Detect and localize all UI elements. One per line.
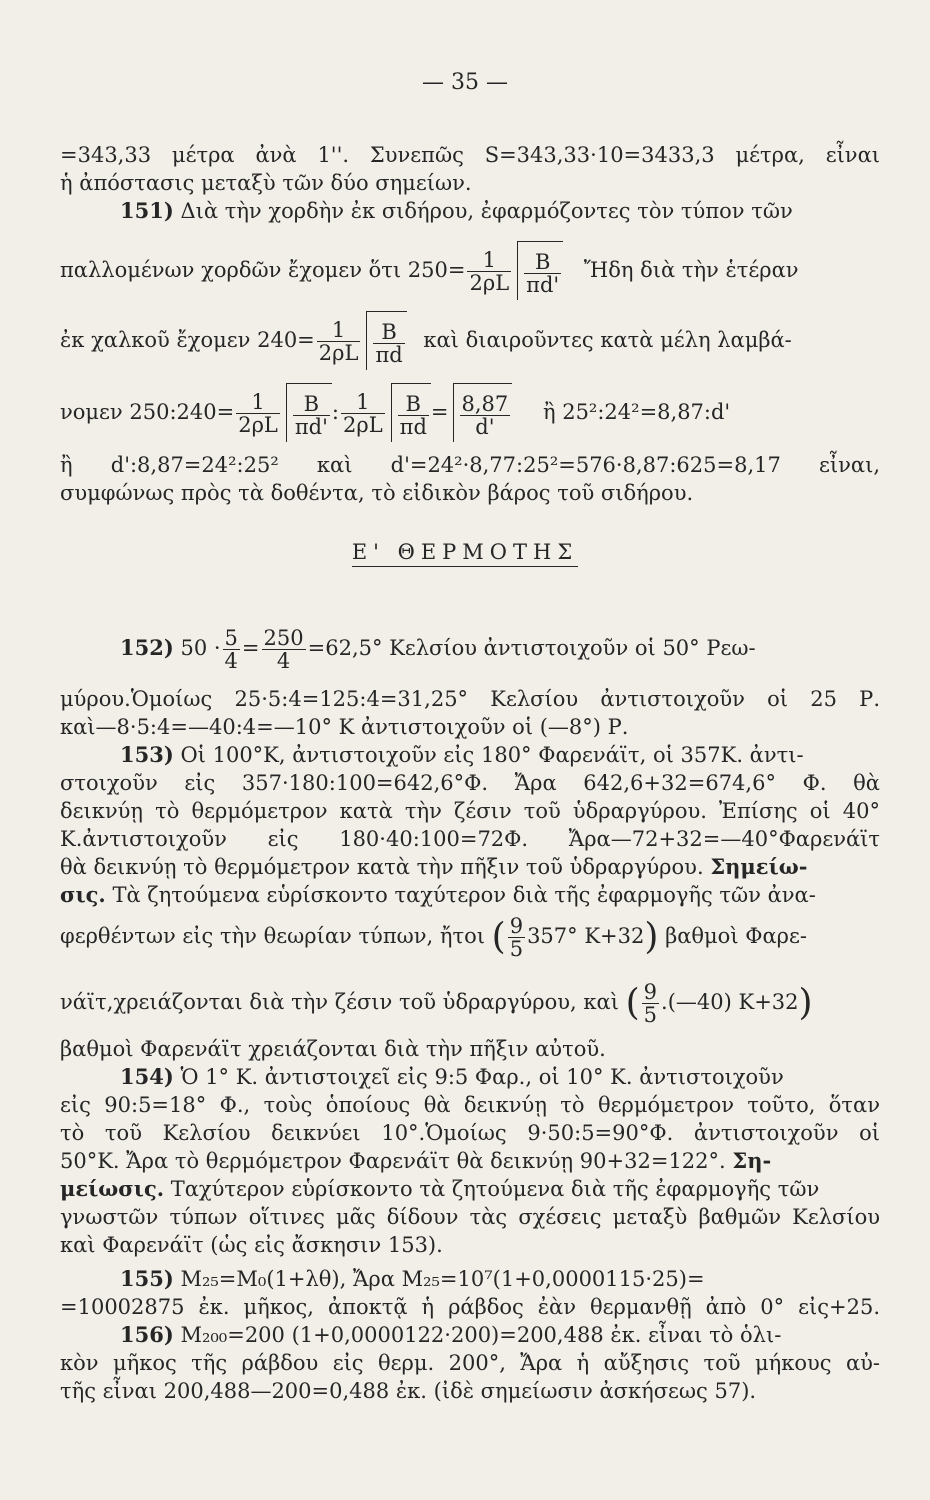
fraction bbox=[341, 391, 385, 436]
text-span: M₂₅=M₀(1+λθ), Ἄρα M₂₅=10⁷(1+0,0000115·25)= bbox=[180, 1267, 705, 1291]
text-span: νάϊτ,χρειάζονται διὰ τὴν ζέσιν τοῦ ὑδραργύρου, καὶ bbox=[60, 990, 619, 1014]
numerator: 1 bbox=[236, 391, 280, 414]
page-number: — 35 — bbox=[422, 70, 508, 95]
numerator: 1 bbox=[341, 391, 385, 414]
fraction bbox=[460, 393, 511, 438]
text-line: καὶ Φαρενάϊτ (ὡς εἰς ἄσκησιν 153). bbox=[60, 1233, 443, 1257]
exercise-152-line: 152) 50 · $\frac{5}{4}$ = $\frac{250}{4}$ =62,5° Κελσίου ἀντιστοιχοῦν οἱ 50° Ρεω- bbox=[120, 626, 756, 673]
fraction bbox=[642, 981, 659, 1026]
text-span: .(—40) K+32 bbox=[661, 990, 799, 1014]
text-span: φερθέντων εἰς τὴν θεωρίαν τύπων, ἤτοι bbox=[60, 924, 485, 948]
paren-open: ( bbox=[491, 916, 506, 958]
text-span: 50 · bbox=[180, 636, 221, 660]
fraction bbox=[508, 915, 525, 960]
fraction bbox=[317, 319, 361, 364]
fraction bbox=[398, 393, 429, 438]
exercise-number: 152) bbox=[120, 635, 174, 660]
text-span: Ἤδη διὰ τὴν ἑτέραν bbox=[583, 258, 799, 282]
text-span: Ὁ 1° Κ. ἀντιστοιχεῖ εἰς 9:5 Φαρ., οἱ 10° Κ. ἀντιστοιχοῦν bbox=[180, 1065, 784, 1089]
text-span: Διὰ τὴν χορδὴν ἐκ σιδήρου, ἐφαρμόζοντες τὸν τύπον τῶν bbox=[180, 199, 793, 223]
text-span: καὶ διαιροῦντες κατὰ μέλη λαμβά- bbox=[423, 328, 792, 352]
denominator: πd' bbox=[294, 415, 328, 439]
text-line: τὸ τοῦ Κελσίου δεικνύει 10°.Ὁμοίως 9·50:5=90°Φ. ἀντιστοιχοῦν οἱ bbox=[60, 1121, 880, 1145]
text-line: βαθμοὶ Φαρενάϊτ χρειάζονται διὰ τὴν πῆξιν αὐτοῦ. bbox=[60, 1037, 606, 1061]
text-line bbox=[60, 1146, 880, 1176]
text-line: καὶ—8·5:4=—40:4=—10° Κ ἀντιστοιχοῦν οἱ (—8°) Ρ. bbox=[60, 715, 629, 739]
numerator: 1 bbox=[317, 319, 361, 342]
denominator: 5 bbox=[509, 937, 524, 961]
denominator: 2ρL bbox=[342, 413, 383, 437]
fraction bbox=[467, 249, 511, 294]
text-line: ἢ d':8,87=24²:25² καὶ d'=24²·8,77:25²=576·8,87:625=8,17 εἶναι, bbox=[60, 453, 880, 477]
text-span: νομεν 250:240= bbox=[60, 400, 235, 424]
fraction bbox=[524, 251, 561, 296]
exercise-number: 154) bbox=[120, 1064, 174, 1089]
exercise-153-line bbox=[120, 740, 880, 770]
square-root bbox=[391, 383, 431, 442]
text-span: 50°Κ. Ἄρα τὸ θερμόμετρον Φαρενάϊτ θὰ δεικνύῃ 90+32=122°. bbox=[60, 1149, 726, 1173]
text-line: εἰς 90:5=18° Φ., τοὺς ὁποίους θὰ δεικνύῃ τὸ θερμόμετρον τοῦτο, ὅταν bbox=[60, 1093, 880, 1117]
denominator: d' bbox=[475, 415, 495, 439]
note-label: Σημείω- bbox=[710, 854, 808, 879]
text-span: Τὰ ζητούμενα εὑρίσκοντο ταχύτερον διὰ τῆς ἐφαρμογῆς τῶν ἀνα- bbox=[112, 883, 816, 907]
fraction bbox=[223, 627, 240, 672]
fraction bbox=[262, 627, 306, 672]
numerator: B bbox=[373, 321, 404, 344]
denominator: 4 bbox=[224, 649, 238, 673]
note-label: Ση- bbox=[732, 1148, 772, 1173]
text-line: μύρου.Ὁμοίως 25·5:4=125:4=31,25° Κελσίου ἀντιστοιχοῦν οἱ 25 Ρ. bbox=[60, 687, 880, 711]
exercise-number: 155) bbox=[120, 1266, 174, 1291]
denominator: 4 bbox=[276, 649, 291, 673]
formula-line: νομεν 250:240= $\frac{1}{2\rho L}$ $\frac{B}{\pi d'}$ : $\frac{1}{2\rho L}$ $\frac{B}{\pi d}$ = $\frac{8,87}{d'}$ ἢ 25²:24²=8,87:d' bbox=[60, 382, 880, 442]
text-line: τῆς εἶναι 200,488—200=0,488 ἐκ. (ἰδὲ σημείωσιν ἀσκήσεως 57). bbox=[60, 1379, 757, 1403]
text-span: ἐκ χαλκοῦ ἔχομεν 240= bbox=[60, 328, 315, 352]
square-root bbox=[366, 311, 406, 370]
text-span: 357° K+32 bbox=[527, 924, 645, 948]
text-span: ἢ 25²:24²=8,87:d' bbox=[542, 400, 731, 424]
denominator: 5 bbox=[643, 1003, 658, 1027]
text-line: γνωστῶν τύπων οἵτινες μᾶς δίδουν τὰς σχέσεις μεταξὺ βαθμῶν Κελσίου bbox=[60, 1205, 880, 1229]
text-span: Οἱ 100°Κ, ἀντιστοιχοῦν εἰς 180° Φαρενάϊτ, οἱ 357Κ. ἀντι- bbox=[180, 743, 804, 767]
exercise-151-line bbox=[120, 196, 880, 226]
formula-line bbox=[60, 972, 880, 1032]
text-span: βαθμοὶ Φαρε- bbox=[665, 924, 807, 948]
numerator: 5 bbox=[224, 626, 238, 650]
numerator: B bbox=[524, 251, 561, 274]
paren-close: ) bbox=[644, 916, 659, 958]
exercise-155-line bbox=[120, 1264, 880, 1294]
denominator: 2ρL bbox=[318, 341, 359, 365]
square-root bbox=[517, 241, 563, 300]
denominator: πd' bbox=[526, 273, 560, 297]
formula-line bbox=[60, 310, 880, 370]
fraction bbox=[236, 391, 280, 436]
numerator: 9 bbox=[643, 980, 658, 1004]
denominator: πd bbox=[375, 343, 403, 367]
text-span: M₂₀₀=200 (1+0,0000122·200)=200,488 ἐκ. εἶναι τὸ ὁλι- bbox=[180, 1323, 782, 1347]
exercise-156-line bbox=[120, 1320, 880, 1350]
square-root bbox=[453, 383, 513, 442]
fraction bbox=[293, 393, 330, 438]
numerator: 1 bbox=[467, 249, 511, 272]
paren-open: ( bbox=[625, 982, 640, 1024]
text-line: =343,33 μέτρα ἀνὰ 1''. Συνεπῶς S=343,33·10=3433,3 μέτρα, εἶναι bbox=[60, 143, 880, 167]
numerator: 9 bbox=[509, 914, 524, 938]
note-label: σις. bbox=[60, 882, 106, 907]
section-heading: Ε' ΘΕΡΜΟΤΗΣ bbox=[0, 540, 930, 564]
numerator: B bbox=[293, 393, 330, 416]
text-span: =62,5° Κελσίου ἀντιστοιχοῦν οἱ 50° Ρεω- bbox=[307, 636, 756, 660]
square-root bbox=[286, 383, 332, 442]
note-label: μείωσις. bbox=[60, 1176, 165, 1201]
text-line: κὸν μῆκος τῆς ράβδου εἰς θερμ. 200°, Ἄρα ἡ αὔξησις τοῦ μήκους αὐ- bbox=[60, 1351, 880, 1375]
numerator: 8,87 bbox=[461, 392, 509, 416]
paren-close: ) bbox=[798, 982, 813, 1024]
text-line: συμφώνως πρὸς τὰ δοθέντα, τὸ εἰδικὸν βάρος τοῦ σιδήρου. bbox=[60, 481, 694, 505]
text-line: δεικνύῃ τὸ θερμόμετρον κατὰ τὴν ζέσιν τοῦ ὑδραργύρου. Ἐπίσης οἱ 40° bbox=[60, 799, 880, 823]
text-line bbox=[60, 852, 880, 882]
text-line: Κ.ἀντιστοιχοῦν εἰς 180·40:100=72Φ. Ἄρα—72+32=—40°Φαρενάϊτ bbox=[60, 827, 880, 851]
formula-line bbox=[60, 906, 880, 966]
denominator: 2ρL bbox=[238, 413, 278, 437]
exercise-number: 153) bbox=[120, 742, 174, 767]
text-span: Ταχύτερον εὑρίσκοντο τὰ ζητούμενα διὰ τῆς ἐφαρμογῆς τῶν bbox=[170, 1177, 820, 1201]
text-line: ἡ ἀπόστασις μεταξὺ τῶν δύο σημείων. bbox=[60, 171, 472, 195]
denominator: 2ρL bbox=[469, 271, 510, 295]
text-span: θὰ δεικνύῃ τὸ θερμόμετρον κατὰ τὴν πῆξιν τοῦ ὑδραργύρου. bbox=[60, 855, 704, 879]
fraction bbox=[373, 321, 404, 366]
exercise-154-line bbox=[120, 1062, 880, 1092]
denominator: πd bbox=[399, 415, 427, 439]
formula-line bbox=[60, 240, 880, 300]
text-line: στοιχοῦν εἰς 357·180:100=642,6°Φ. Ἄρα 642,6+32=674,6° Φ. θὰ bbox=[60, 771, 880, 795]
exercise-number: 151) bbox=[120, 198, 174, 223]
text-span: παλλομένων χορδῶν ἔχομεν ὅτι 250= bbox=[60, 258, 466, 282]
numerator: 250 bbox=[263, 626, 304, 650]
numerator: B bbox=[398, 393, 429, 416]
exercise-number: 156) bbox=[120, 1322, 174, 1347]
text-line: =10002875 ἐκ. μῆκος, ἀποκτᾷ ἡ ράβδος ἐὰν θερμανθῇ ἀπὸ 0° εἰς+25. bbox=[60, 1295, 880, 1319]
text-line bbox=[60, 1174, 880, 1204]
